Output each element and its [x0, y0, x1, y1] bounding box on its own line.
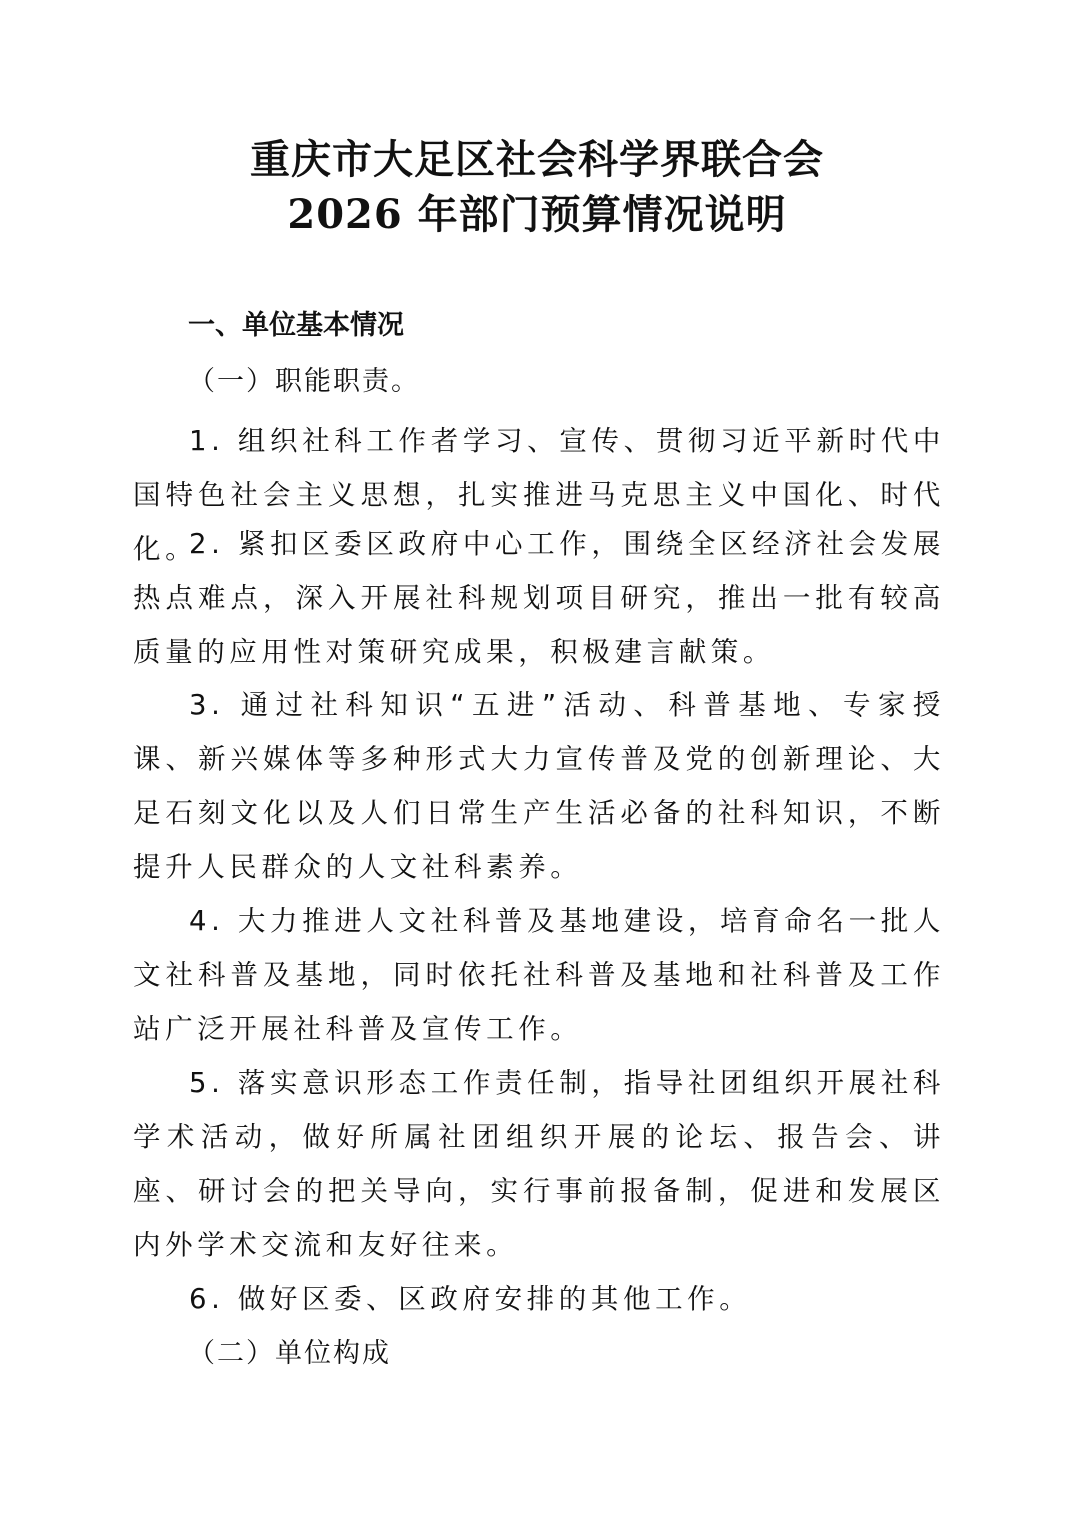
duty-paragraph-6: 6. 做好区委、区政府安排的其他工作。: [189, 1283, 752, 1315]
duty-paragraph-4: 4. 大力推进人文社科普及基地建设，培育命名一批人文社科普及基地，同时依托社科普及基地和社科普及工作站广泛开展社科普及宣传工作。: [133, 905, 945, 1045]
document-title-line2: 2026 年部门预算情况说明: [287, 191, 787, 238]
duty-paragraph-3: 3. 通过社科知识“五进”活动、科普基地、专家授课、新兴媒体等多种形式大力宣传普及党的创新理论、大足石刻文化以及人们日常生产生活必备的社科知识，不断提升人民群众的人文社科素养。: [133, 689, 945, 883]
section-heading-unit-basics: 一、单位基本情况: [188, 310, 404, 341]
document-title-line1: 重庆市大足区社会科学界联合会: [250, 136, 824, 183]
duty-paragraph-2: 2. 紧扣区委区政府中心工作，围绕全区经济社会发展热点难点，深入开展社科规划项目研究，推出一批有较高质量的应用性对策研究成果，积极建言献策。: [133, 528, 945, 668]
duty-paragraph-1: 1. 组织社科工作者学习、宣传、贯彻习近平新时代中国特色社会主义思想，扎实推进马克思主义中国化、时代化。: [133, 425, 945, 565]
subsection-duties: （一）职能职责。: [188, 366, 420, 397]
subsection-unit-composition: （二）单位构成: [188, 1338, 391, 1369]
duty-paragraph-5: 5. 落实意识形态工作责任制，指导社团组织开展社科学术活动，做好所属社团组织开展的论坛、报告会、讲座、研讨会的把关导向，实行事前报备制，促进和发展区内外学术交流和友好往来。: [133, 1067, 945, 1261]
